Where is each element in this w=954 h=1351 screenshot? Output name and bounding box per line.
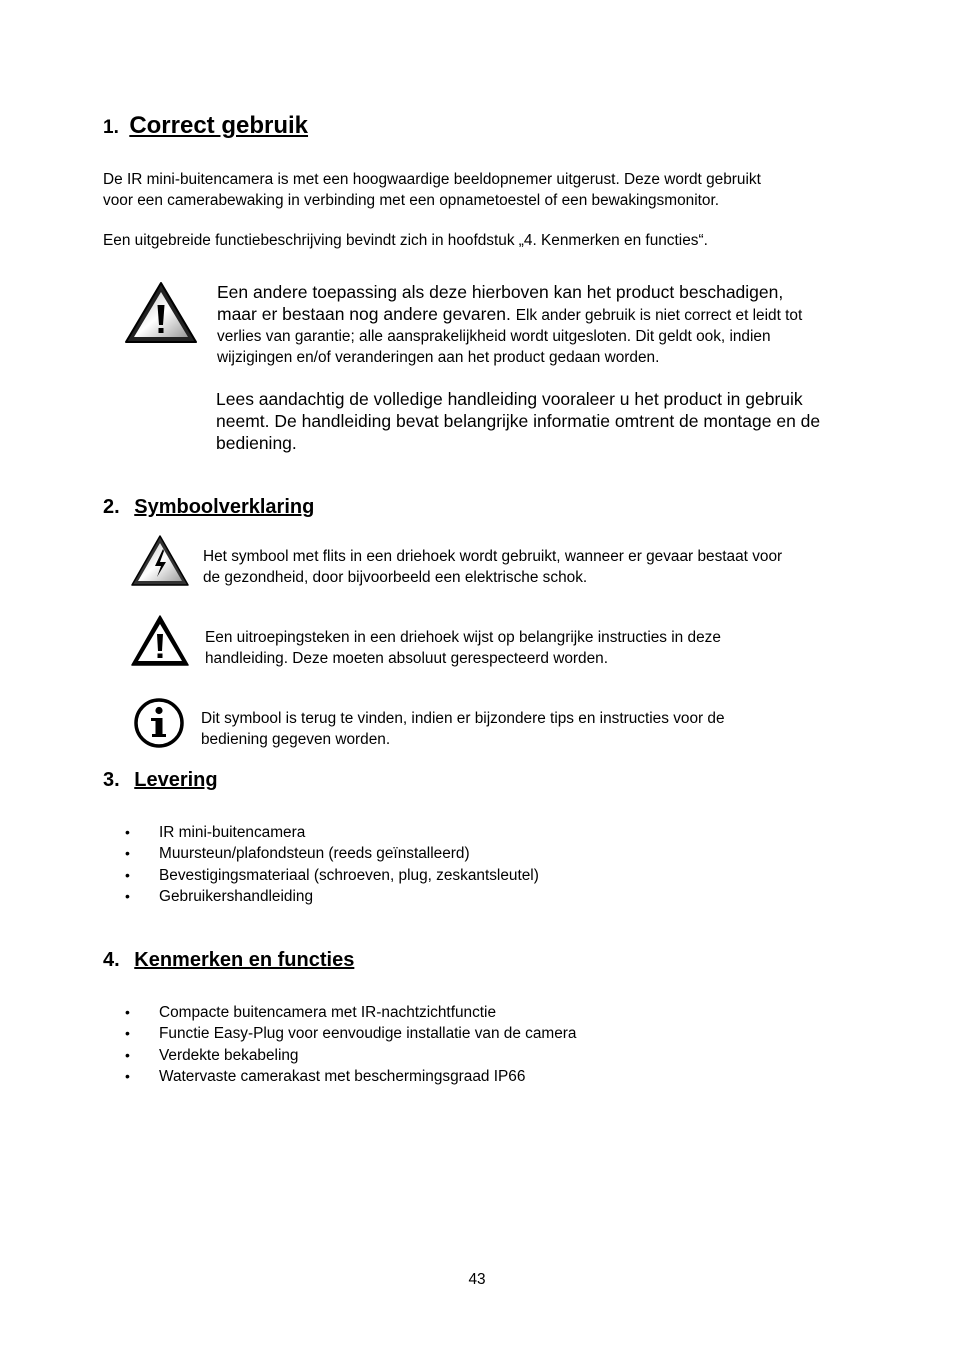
page-number: 43 bbox=[468, 1271, 486, 1288]
info-icon bbox=[133, 697, 185, 749]
list-item: • Verdekte bekabeling bbox=[103, 1045, 577, 1066]
section-1-number: 1. bbox=[103, 117, 119, 138]
symbol-lightning-description bbox=[203, 547, 782, 588]
exclamation-triangle-icon bbox=[130, 614, 190, 668]
section-2-heading bbox=[103, 496, 314, 519]
symbol-line: bediening gegeven worden. bbox=[201, 730, 391, 748]
section-4-number: 4. bbox=[103, 949, 120, 971]
lightning-triangle-icon bbox=[130, 534, 190, 588]
section-4-title: Kenmerken en functies bbox=[134, 949, 355, 971]
list-item: • Compacte buitencamera met IR-nachtzichtfunctie bbox=[103, 1002, 577, 1023]
section-3-heading bbox=[103, 769, 218, 792]
list-item: • Bevestigingsmateriaal (schroeven, plug, zeskantsleutel) bbox=[103, 865, 539, 886]
warning-triangle-icon bbox=[124, 281, 198, 345]
warning-large-text: maar er bestaan nog andere gevaren. bbox=[217, 304, 511, 324]
warning-line-3: verlies van garantie; alle aansprakelijkheid wordt uitgesloten. Dit geldt ook, indien bbox=[217, 328, 771, 345]
list-item: • Watervaste camerakast met beschermingsgraad IP66 bbox=[103, 1066, 577, 1087]
read-manual-text bbox=[216, 388, 820, 454]
section-4-heading bbox=[103, 949, 354, 972]
section-1-title: Correct gebruik bbox=[129, 112, 309, 139]
section-2-number: 2. bbox=[103, 496, 120, 518]
paragraph-line: De IR mini-buitencamera is met een hoogwaardige beeldopnemer uitgerust. Deze wordt gebruikt bbox=[103, 171, 761, 188]
section-2-title: Symboolverklaring bbox=[134, 496, 315, 518]
list-item: • Muursteun/plafondsteun (reeds geïnstalleerd) bbox=[103, 843, 539, 864]
symbol-line: Het symbool met flits in een driehoek wordt gebruikt, wanneer er gevaar bestaat voor bbox=[203, 548, 783, 565]
section-3-number: 3. bbox=[103, 769, 120, 791]
symbol-exclamation-description bbox=[205, 628, 721, 669]
symbol-info-description bbox=[201, 709, 725, 750]
warning-small-text: Elk ander gebruik is niet correct et leidt tot bbox=[515, 307, 803, 324]
section-1-paragraph-1 bbox=[103, 170, 761, 211]
warning-line-4: wijzigingen en/of veranderingen aan het product gedaan worden. bbox=[217, 348, 660, 366]
list-item: • Functie Easy-Plug voor eenvoudige installatie van de camera bbox=[103, 1023, 577, 1044]
list-item: • Gebruikershandleiding bbox=[103, 886, 539, 907]
symbol-line: Een uitroepingsteken in een driehoek wijst op belangrijke instructies in deze bbox=[205, 629, 721, 646]
section-1-paragraph-2: Een uitgebreide functiebeschrijving bevindt zich in hoofdstuk „4. Kenmerken en functies“. bbox=[103, 232, 708, 249]
section-1-heading bbox=[103, 112, 308, 140]
list-item: • IR mini-buitencamera bbox=[103, 822, 539, 843]
symbol-line: handleiding. Deze moeten absoluut gerespecteerd worden. bbox=[205, 649, 608, 667]
features-list bbox=[103, 1002, 577, 1087]
warning-text bbox=[217, 281, 802, 368]
paragraph-line: voor een camerabewaking in verbinding met een opnametoestel of een bewakingsmonitor. bbox=[103, 191, 720, 209]
symbol-line: Dit symbool is terug te vinden, indien er bijzondere tips en instructies voor de bbox=[201, 710, 725, 727]
read-line-1: Lees aandachtig de volledige handleiding vooraleer u het product in gebruik bbox=[216, 389, 803, 409]
delivery-list bbox=[103, 822, 539, 907]
symbol-line: de gezondheid, door bijvoorbeeld een elektrische schok. bbox=[203, 568, 588, 586]
read-line-2: neemt. De handleiding bevat belangrijke informatie omtrent de montage en de bbox=[216, 411, 821, 431]
warning-line-1: Een andere toepassing als deze hierboven kan het product beschadigen, bbox=[217, 282, 784, 302]
section-3-title: Levering bbox=[134, 769, 218, 791]
read-line-3: bediening. bbox=[216, 433, 297, 453]
warning-line-2 bbox=[217, 303, 802, 327]
